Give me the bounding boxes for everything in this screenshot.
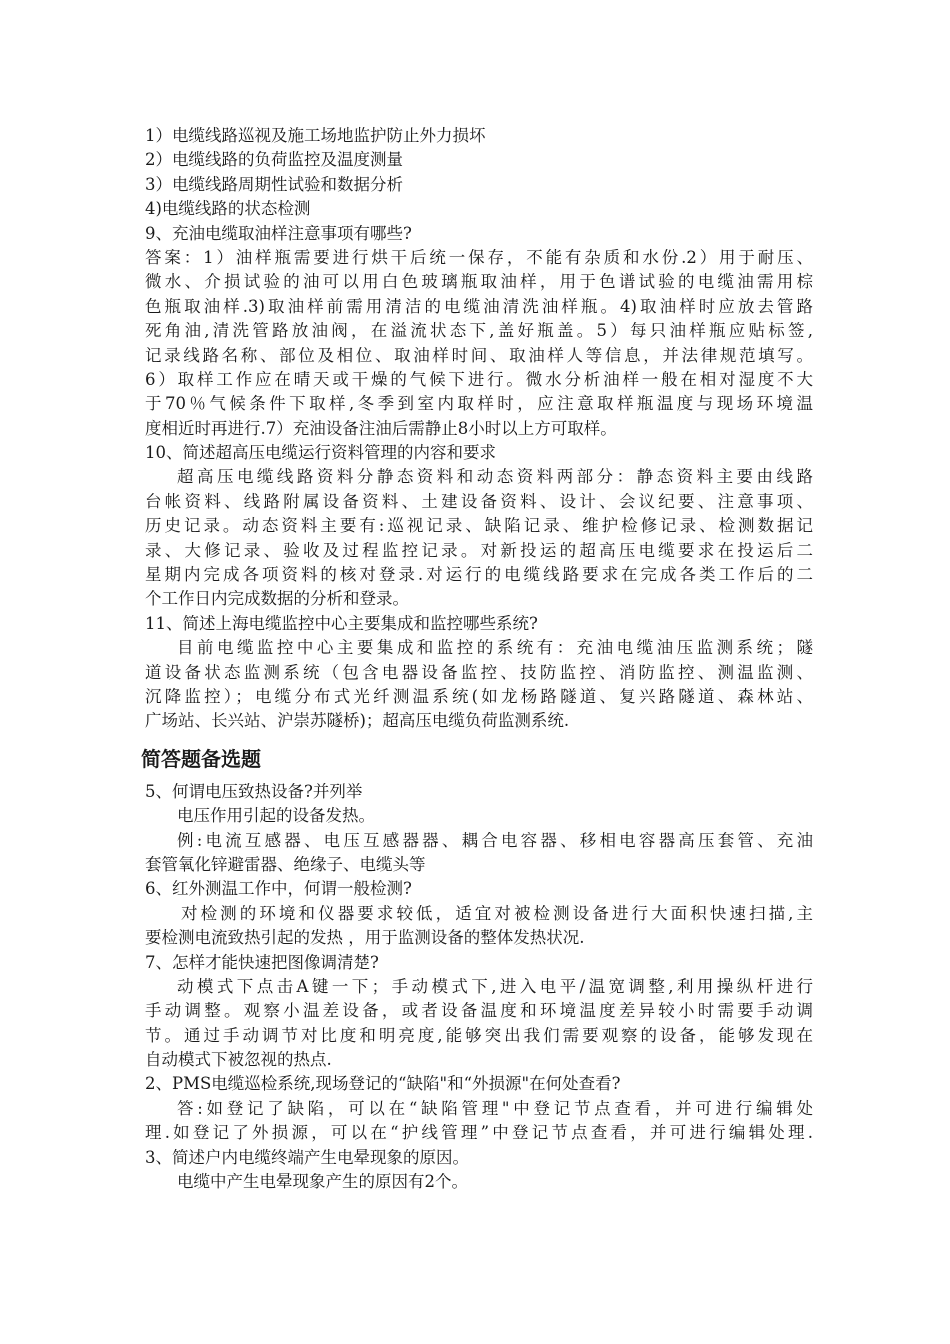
answer-line: 超高压电缆线路资料分静态资料和动态资料两部分：静态资料主要由线路 bbox=[177, 467, 813, 487]
answer-line: 道设备状态监测系统（包含电器设备监控、技防监控、消防监控、测温监测、 bbox=[145, 662, 813, 682]
answer-line: 手动调整。观察小温差设备，或者设备温度和环境温度差异较小时需要手动调 bbox=[145, 1001, 813, 1021]
answer-line: 要检测电流致热引起的发热 ，用于监测设备的整体发热状况. bbox=[145, 928, 585, 948]
list-item: 1）电缆线路巡视及施工场地监护防止外力损坏 bbox=[145, 126, 486, 145]
answer-line: 微水、介损试验的油可以用白色玻璃瓶取油样，用于色谱试验的电缆油需用棕 bbox=[145, 272, 813, 292]
answer-line: 个工作日内完成数据的分析和登录。 bbox=[145, 589, 409, 609]
answer-line: 套管氧化锌避雷器、绝缘子、电缆头等 bbox=[145, 854, 426, 874]
answer-line: 自动模式下被忽视的热点. bbox=[145, 1050, 332, 1070]
list-item: 2）电缆线路的负荷监控及温度测量 bbox=[145, 150, 403, 170]
answer-line: 对检测的环境和仪器要求较低，适宜对被检测设备进行大面积快速扫描,主 bbox=[181, 903, 813, 923]
question-10: 10、简述超高压电缆运行资料管理的内容和要求 bbox=[145, 443, 496, 463]
answer-line: 录、大修记录、验收及过程监控记录。对新投运的超高压电缆要求在投运后二 bbox=[145, 540, 813, 560]
answer-line: 历史记录。动态资料主要有:巡视记录、缺陷记录、维护检修记录、检测数据记 bbox=[145, 516, 813, 536]
answer-line: 星期内完成各项资料的核对登录.对运行的电缆线路要求在完成各类工作后的二 bbox=[145, 565, 813, 585]
document-page bbox=[141, 124, 813, 1194]
answer-line: 目前电缆监控中心主要集成和监控的系统有：充油电缆油压监测系统；隧 bbox=[177, 638, 813, 658]
section-heading: 简答题备选题 bbox=[141, 746, 261, 771]
answer-line: 色瓶取油样.3)取油样前需用清洁的电缆油清洗油样瓶。4)取油样时应放去管路 bbox=[145, 296, 813, 316]
list-item: 4)电缆线路的状态检测 bbox=[145, 199, 311, 219]
answer-line: 沉降监控）；电缆分布式光纤测温系统(如龙杨路隧道、复兴路隧道、森林站、 bbox=[145, 686, 813, 706]
question-2: 2、PMS电缆巡检系统,现场登记的“缺陷"和“外损源"在何处查看? bbox=[145, 1074, 621, 1094]
question-11: 11、简述上海电缆监控中心主要集成和监控哪些系统? bbox=[145, 613, 538, 633]
answer-line: 节。通过手动调节对比度和明亮度,能够突出我们需要观察的设备，能够发现在 bbox=[145, 1025, 813, 1045]
answer-line: 电压作用引起的设备发热。 bbox=[177, 806, 375, 826]
answer-line: 电缆中产生电晕现象产生的原因有2个。 bbox=[177, 1172, 468, 1192]
answer-line: 理.如登记了外损源，可以在“护线管理”中登记节点查看，并可进行编辑处理. bbox=[145, 1123, 813, 1143]
answer-line: 记录线路名称、部位及相位、取油样时间、取油样人等信息，并法律规范填写。 bbox=[145, 345, 813, 365]
question-5: 5、何谓电压致热设备?并列举 bbox=[145, 781, 363, 801]
answer-line: 答案：1）油样瓶需要进行烘干后统一保存，不能有杂质和水份.2）用于耐压、 bbox=[145, 247, 813, 267]
question-7: 7、怎样才能快速把图像调清楚? bbox=[145, 952, 379, 972]
answer-line: 度相近时再进行.7）充油设备注油后需静止8小时以上方可取样。 bbox=[145, 418, 617, 438]
answer-line: 6）取样工作应在晴天或干燥的气候下进行。微水分析油样一般在相对湿度不大 bbox=[145, 369, 813, 389]
answer-line: 答:如登记了缺陷，可以在“缺陷管理"中登记节点查看，并可进行编辑处 bbox=[177, 1098, 813, 1118]
question-9: 9、充油电缆取油样注意事项有哪些? bbox=[145, 223, 412, 243]
answer-line: 动模式下点击A键一下；手动模式下,进入电平/温宽调整,利用操纵杆进行 bbox=[177, 976, 813, 996]
question-3: 3、简述户内电缆终端产生电晕现象的原因。 bbox=[145, 1147, 469, 1167]
list-item: 3）电缆线路周期性试验和数据分析 bbox=[145, 174, 403, 194]
answer-line: 死角油,清洗管路放油阀，在溢流状态下,盖好瓶盖。5）每只油样瓶应贴标签, bbox=[145, 321, 813, 341]
answer-line: 于70％气候条件下取样,冬季到室内取样时，应注意取样瓶温度与现场环境温 bbox=[145, 394, 813, 414]
answer-line: 台帐资料、线路附属设备资料、土建设备资料、设计、会议纪要、注意事项、 bbox=[145, 491, 813, 511]
answer-line: 广场站、长兴站、沪崇苏隧桥)；超高压电缆负荷监测系统. bbox=[145, 711, 570, 731]
answer-line: 例:电流互感器、电压互感器器、耦合电容器、移相电容器高压套管、充油 bbox=[177, 830, 813, 850]
question-6: 6、红外测温工作中，何谓一般检测? bbox=[145, 879, 412, 899]
